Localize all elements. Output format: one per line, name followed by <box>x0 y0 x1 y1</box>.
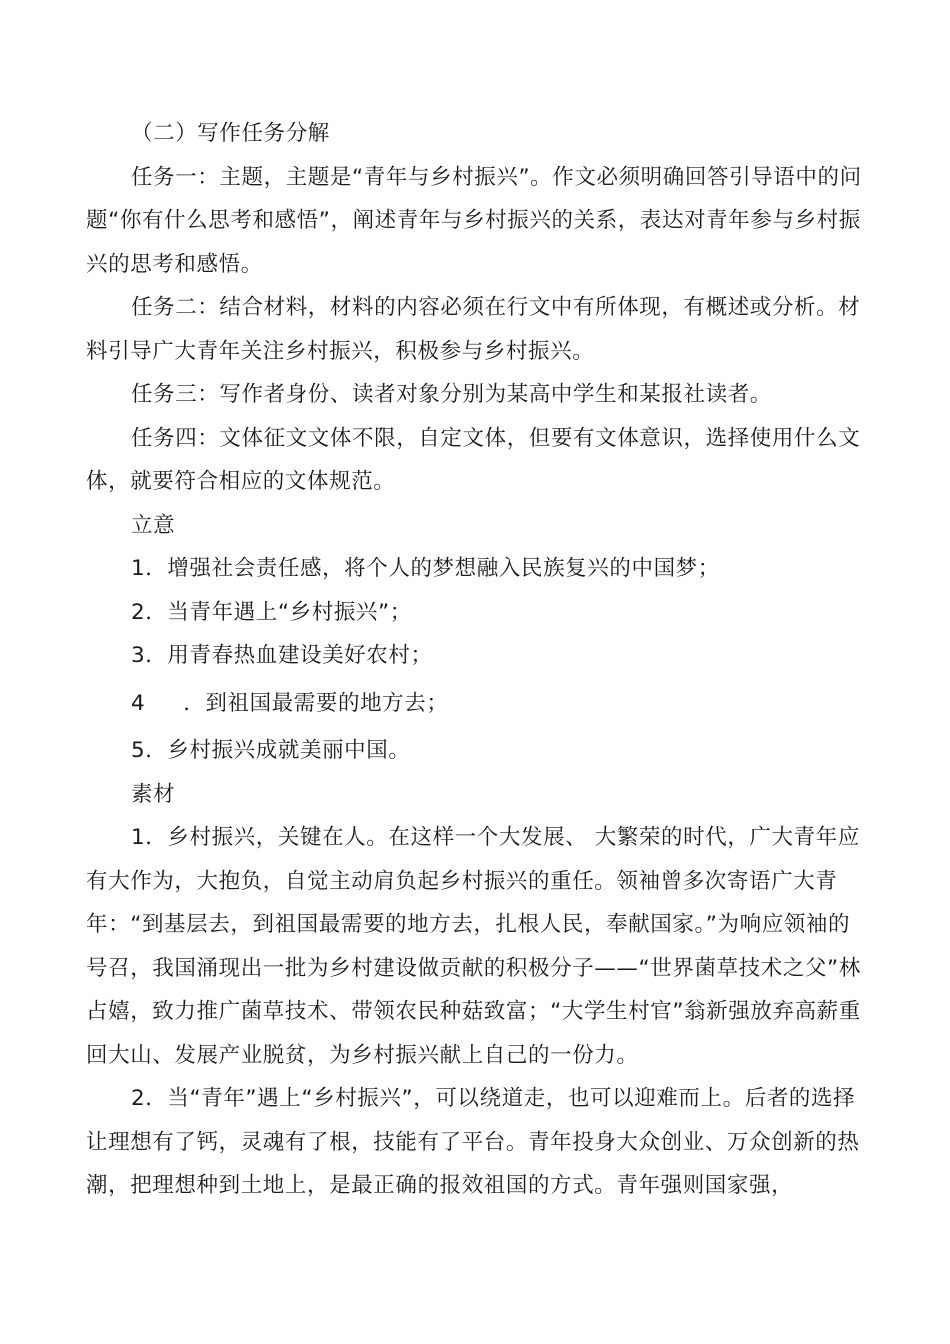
sucai-paragraph: 1．乡村振兴，关键在人。在这样一个大发展、 大繁荣的时代，广大青年应有大作为，大抱负，自觉主动肩负起乡村振兴的重任。领袖曾多次寄语广大青年：“到基层去，到祖国最需要的地方去，扎根人民，奉献国家。”为响应领袖的号召，我国涌现出一批为乡村建设做贡献的积极分子——“世界菌草技术之父”林占嬉，致力推广菌草技术、带领农民种菇致富；“大学生村官”翁新强放弃高薪重回大山、发展产业脱贫，为乡村振兴献上自己的一份力。 <box>86 825 861 1068</box>
liyi-item: 3．用青春热血建设美好农村； <box>131 643 433 668</box>
sucai-paragraph: 2．当“青年”遇上“乡村振兴”，可以绕道走，也可以迎难而上。后者的选择让理想有了钙，灵魂有了根，技能有了平台。青年投身大众创业、万众创新的热潮，把理想种到土地上，是最正确的报效祖国的方式。青年强则国家强， <box>86 1086 860 1198</box>
liyi-item <box>86 682 862 726</box>
liyi-item: 2．当青年遇上“乡村振兴”； <box>131 599 412 625</box>
liyi-heading: 立意 <box>131 512 176 538</box>
section-heading: （二）写作任务分解 <box>131 121 330 146</box>
sucai-heading: 素材 <box>131 781 176 807</box>
liyi-item-number: 4 <box>131 690 146 716</box>
task-paragraph: 任务一：主题，主题是“青年与乡村振兴”。作文必须明确回答引导语中的问题“你有什么思考和感悟”，阐述青年与乡村振兴的关系，表达对青年参与乡村振兴的思考和感悟。 <box>86 164 862 277</box>
liyi-item: 1．增强社会责任感，将个人的梦想融入民族复兴的中国梦； <box>131 556 720 581</box>
liyi-item-text: ．到祖国最需要的地方去； <box>183 690 449 716</box>
liyi-item: 5．乡村振兴成就美丽中国。 <box>131 738 411 763</box>
task-paragraph: 任务三：写作者身份、读者对象分别为某高中学生和某报社读者。 <box>131 382 772 407</box>
task-paragraph: 任务四：文体征文文体不限，自定文体，但要有文体意识，选择使用什么文体，就要符合相应的文体规范。 <box>86 425 861 494</box>
document-body <box>86 112 862 1208</box>
task-paragraph: 任务二：结合材料，材料的内容必须在行文中有所体现，有概述或分析。材料引导广大青年关注乡村振兴，积极参与乡村振兴。 <box>86 295 861 364</box>
